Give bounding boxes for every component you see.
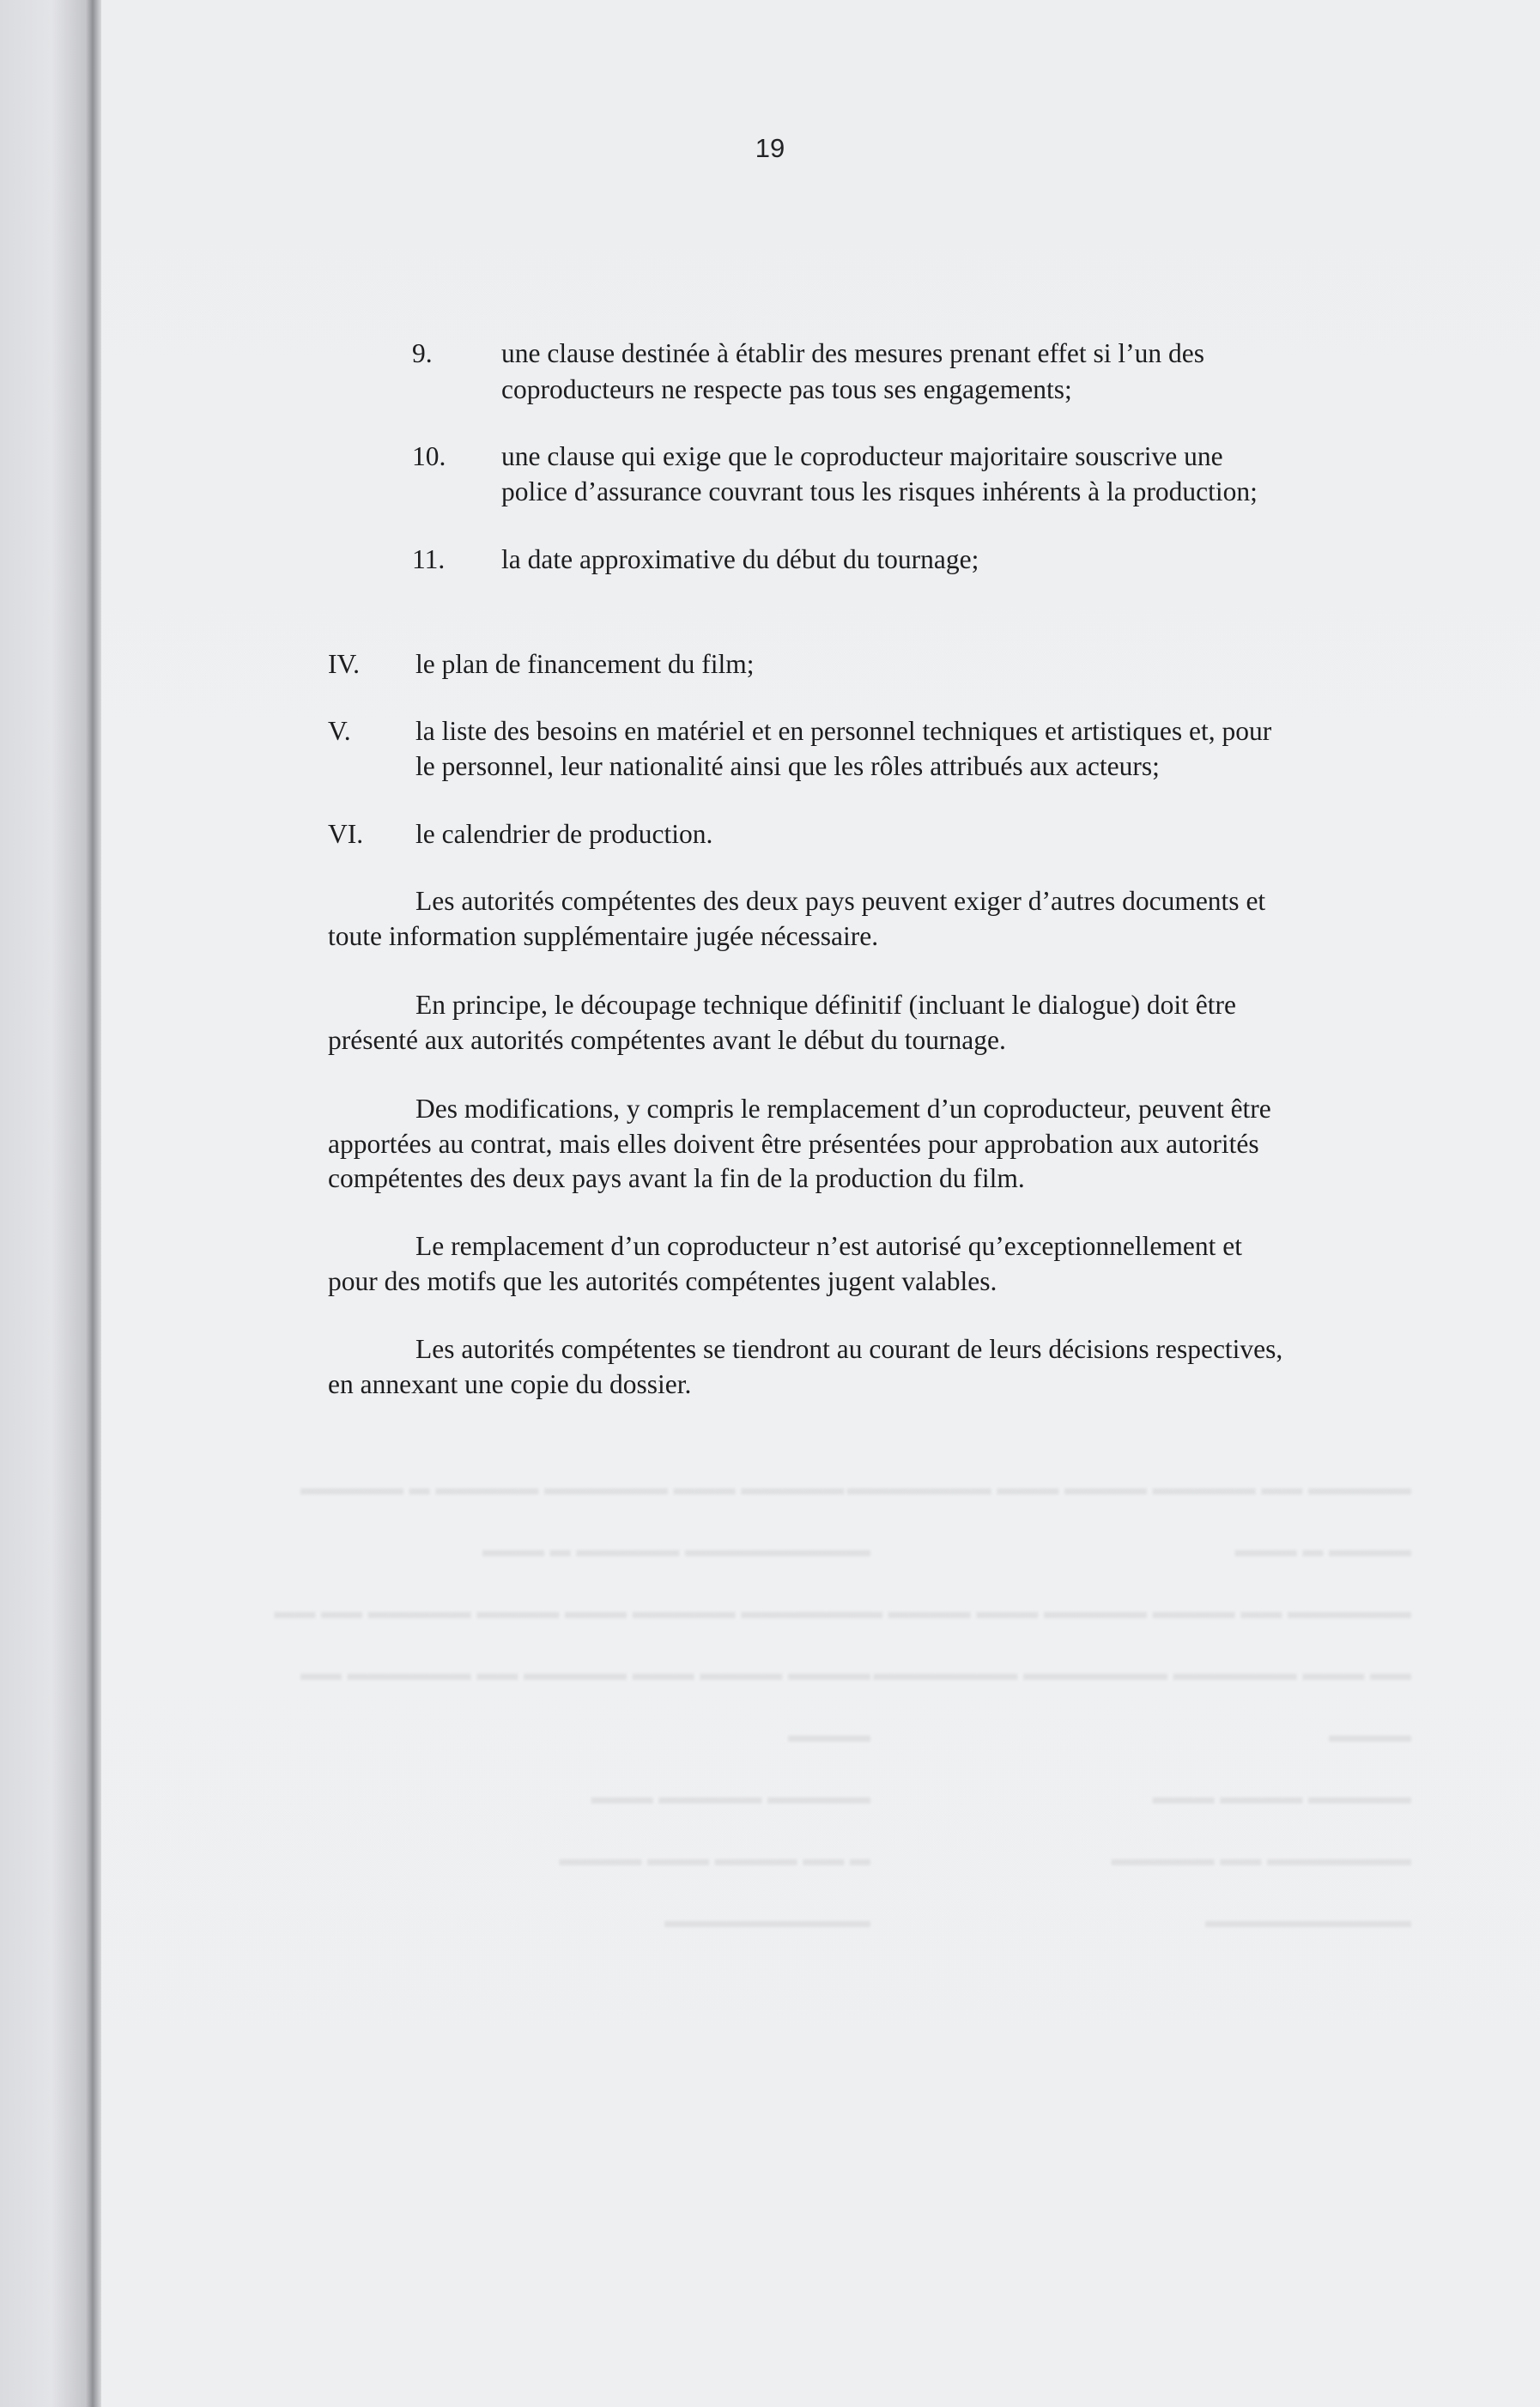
- item-line: une clause qui exige que le coproducteur majoritaire souscrive une: [501, 441, 1223, 471]
- item-number: V.: [328, 716, 351, 746]
- paragraph-line: en annexant une copie du dossier.: [328, 1369, 692, 1399]
- paragraph-line: Les autorités compétentes des deux pays peuvent exiger d’autres documents et: [415, 886, 1266, 916]
- paragraph-line: En principe, le découpage technique définitif (incluant le dialogue) doit être: [415, 990, 1236, 1020]
- paragraph-line: Des modifications, y compris le remplacement d’un coproducteur, peuvent être: [415, 1094, 1271, 1124]
- paragraph-line: compétentes des deux pays avant la fin de la production du film.: [328, 1163, 1025, 1193]
- paragraph-line: toute information supplémentaire jugée nécessaire.: [328, 921, 879, 951]
- item-line: la date approximative du début du tournage;: [501, 544, 979, 574]
- item-line: le plan de financement du film;: [415, 649, 755, 679]
- paragraph-line: Les autorités compétentes se tiendront au courant de leurs décisions respectives,: [415, 1334, 1283, 1364]
- item-number: 9.: [412, 338, 433, 368]
- item-line: le calendrier de production.: [415, 819, 713, 849]
- paragraph-line: pour des motifs que les autorités compétentes jugent valables.: [328, 1266, 997, 1296]
- item-number: 10.: [412, 441, 446, 471]
- item-number: 11.: [412, 544, 446, 574]
- item-line: la liste des besoins en matériel et en personnel techniques et artistiques et, pour: [415, 716, 1272, 746]
- item-number: VI.: [328, 819, 364, 849]
- item-number: IV.: [328, 649, 361, 679]
- page-number: 19: [755, 133, 785, 163]
- item-line: police d’assurance couvrant tous les risques inhérents à la production;: [501, 476, 1258, 506]
- show-through-bleed: ▬▬▬▬▬ ▬▬ ▬▬▬▬▬ ▬▬▬▬ ▬▬▬ ▬▬▬▬▬▬▬ ▬▬▬▬ ▬ ▬▬▬ ▬▬▬▬▬▬ ▬▬ ▬▬▬▬ ▬▬▬▬▬ ▬▬▬ ▬▬▬▬ ▬▬▬▬ ▬▬ ▬▬▬ ▬▬▬▬▬▬ ▬▬▬▬▬▬▬ ▬▬▬▬▬▬▬ ▬▬▬▬ ▬▬▬▬▬ ▬▬▬▬ ▬▬▬ ▬▬▬▬▬▬▬ ▬▬ ▬▬▬▬▬ ▬▬▬▬▬▬▬▬▬▬ ▬ ▬▬▬▬▬ ▬▬▬ ▬▬▬▬▬▬ ▬▬▬▬▬ ▬ ▬▬▬▬▬ ▬▬▬▬▬▬▬▬▬ ▬▬▬▬▬ ▬ ▬▬▬ ▬▬ ▬▬▬▬ ▬▬▬▬▬ ▬▬▬ ▬▬▬▬ ▬▬▬▬▬ ▬▬ ▬▬ ▬▬▬▬ ▬▬▬▬ ▬▬▬ ▬▬▬▬▬ ▬▬ ▬▬▬▬▬▬ ▬▬ ▬▬▬▬ ▬▬▬▬▬ ▬▬▬▬▬ ▬▬▬ ▬ ▬▬ ▬▬▬▬ ▬▬▬ ▬▬▬▬ ▬▬▬▬▬▬▬▬▬▬: [274, 1476, 1411, 1932]
- paragraph-line: présenté aux autorités compétentes avant le début du tournage.: [328, 1025, 1006, 1055]
- item-line: une clause destinée à établir des mesures prenant effet si l’un des: [501, 338, 1204, 368]
- paragraph-line: Le remplacement d’un coproducteur n’est autorisé qu’exceptionnellement et: [415, 1231, 1242, 1261]
- item-line: le personnel, leur nationalité ainsi que les rôles attribués aux acteurs;: [415, 751, 1160, 781]
- paragraph-line: apportées au contrat, mais elles doivent être présentées pour approbation aux autorités: [328, 1129, 1259, 1159]
- item-line: coproducteurs ne respecte pas tous ses engagements;: [501, 374, 1072, 404]
